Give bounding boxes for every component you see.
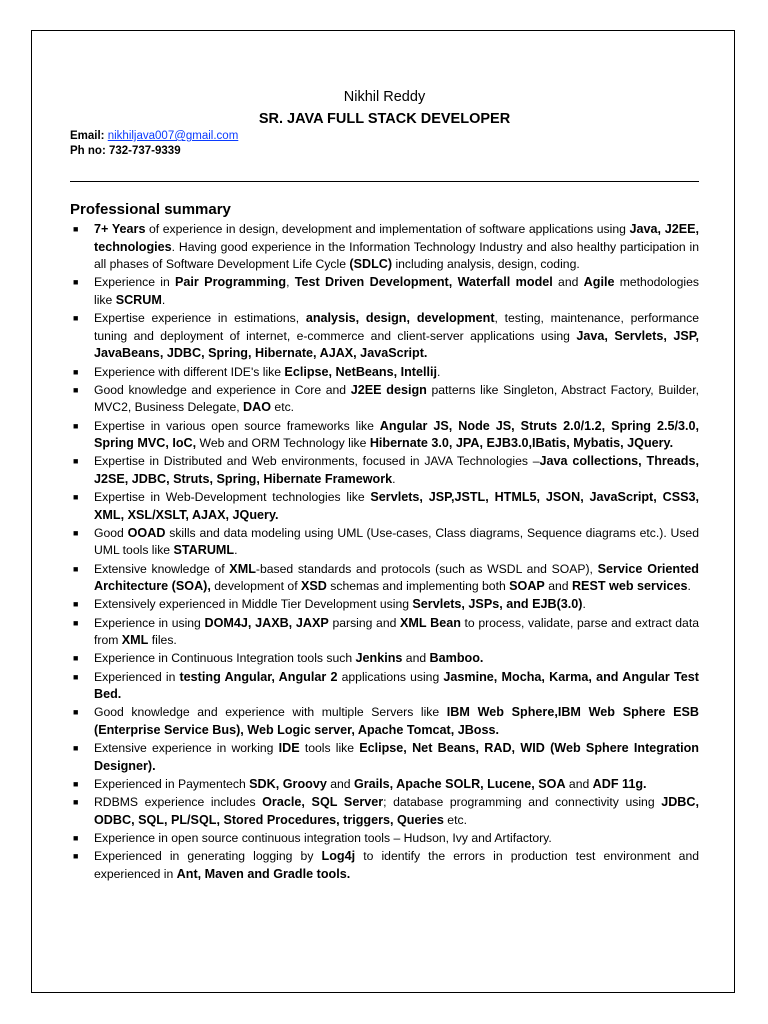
bold-text: Eclipse, NetBeans, Intellij [284,364,437,379]
summary-item [70,489,699,524]
bullet-icon: ■ [73,492,79,503]
text: and [326,776,354,791]
bold-text: DAO [243,400,272,415]
bold-text: Servlets, JSP,JSTL, HTML5, JSON, JavaScript, CSS3, XML, XSL/XSLT, AJAX, JQuery. [94,490,699,522]
bold-text: Agile [583,275,615,290]
text: development of [210,579,301,594]
bullet-icon: ■ [73,563,79,574]
summary-item [70,740,699,775]
candidate-name: Nikhil Reddy [343,89,426,105]
job-title: SR. JAVA FULL STACK DEVELOPER [258,111,511,127]
summary-item [70,561,699,596]
text: and [402,651,430,666]
text: Web and ORM Technology like [196,436,370,451]
bullet-icon: ■ [73,653,79,664]
text: Experience in open source continuous integration tools – Hudson, Ivy and Artifactory. [94,830,552,845]
bold-text: DOM4J, JAXB, JAXP [204,615,329,630]
text: . Having good experience in the Information Technology Industry and also healthy participation in all phases of Software Development Life Cycle [94,239,699,272]
bullet-icon: ■ [73,797,79,808]
bullet-icon: ■ [73,456,79,467]
bold-text: analysis, design, development [305,311,495,326]
text: of experience in design, development and implementation of software applications using [145,222,630,236]
bold-text: IDE [278,741,300,756]
bold-text: Angular JS, Node JS, Struts 2.0/1.2, Spring 2.5/3.0, Spring MVC, IoC, [94,418,699,451]
text: RDBMS experience includes [94,795,263,810]
text: Experienced in generating logging by [94,849,322,864]
header-divider [70,181,699,182]
bold-text: testing Angular, Angular 2 [179,669,338,684]
bullet-icon: ■ [73,832,79,843]
text: . [392,471,396,486]
summary-item [70,830,699,848]
bold-text: Java, J2EE, technologies [94,222,699,254]
text: tools like [299,741,360,756]
bold-text: REST web services [571,579,688,594]
bold-text: Eclipse, Net Beans, RAD, WID (Web Sphere Integration Designer). [94,741,699,773]
summary-item [70,848,699,883]
bullet-icon: ■ [73,851,79,862]
summary-item [70,310,699,363]
bold-text: STARUML [173,543,235,558]
text: parsing and [328,615,401,630]
text: . [582,597,586,612]
text: ; database programming and connectivity using [383,795,662,810]
text: Experienced in [94,669,180,684]
bullet-icon: ■ [73,599,79,610]
section-title: Professional summary [70,201,231,218]
bold-text: Java collections, Threads, J2SE, JDBC, Struts, Spring, Hibernate Framework [94,454,699,486]
bold-text: Bamboo. [429,651,484,666]
bold-text: Hibernate 3.0, JPA, EJB3.0,IBatis, Mybatis, JQuery. [369,436,674,451]
summary-item [70,615,699,650]
bold-text: 7+ Years [94,222,146,236]
bullet-icon: ■ [73,527,79,538]
bold-text: Ant, Maven and Gradle tools. [176,866,351,881]
text: , [286,275,295,290]
text: . [234,543,238,558]
text: and [552,275,584,290]
text: methodologies like [94,275,699,307]
summary-item [70,525,699,560]
summary-list [70,221,699,884]
phone-number: 732-737-9339 [108,145,181,157]
bold-text: Grails, Apache SOLR, Lucene, SOA [353,776,566,791]
text: Expertise in various open source frameworks like [94,418,380,433]
bullet-icon: ■ [73,671,79,682]
bullet-icon: ■ [73,313,79,324]
text: Good [94,525,128,540]
bold-text: SOAP [509,579,545,594]
bold-text: XML [229,561,256,576]
summary-item [70,221,699,274]
text: applications using [337,669,444,684]
text: Experienced in Paymentech [94,776,250,791]
email-label: Email: [70,130,108,142]
bullet-icon: ■ [73,224,79,234]
bold-text: Pair Programming [175,275,287,290]
bold-text: Log4j [321,849,356,864]
summary-item [70,596,699,614]
bold-text: J2EE design [350,382,427,397]
bold-text: SDK, Groovy [249,776,327,791]
bold-text: SCRUM [115,292,162,307]
bold-text: Jenkins [355,651,403,666]
text: -based standards and protocols (such as WSDL and SOAP), [255,561,598,576]
text: etc. [271,400,295,415]
phone-line [70,145,181,157]
summary-item [70,418,699,453]
bullet-icon: ■ [73,366,79,377]
text: to process, validate, parse and extract data from [94,615,699,648]
text: Extensive experience in working [94,741,279,756]
text: schemas and implementing both [326,579,510,594]
summary-item [70,794,699,829]
text: skills and data modeling using UML (Use-cases, Class diagrams, Sequence diagrams etc.). Used UML tools like [94,525,699,558]
bullet-icon: ■ [73,617,79,628]
bullet-icon: ■ [73,743,79,754]
bold-text: Jasmine, Mocha, Karma, and Angular Test Bed. [94,669,699,702]
text: Experience in Continuous Integration tools such [94,651,356,666]
bullet-icon: ■ [73,384,79,395]
phone-label: Ph no: [70,145,109,157]
text: Experience with different IDE's like [94,364,285,379]
bold-text: Service Oriented Architecture (SOA), [94,561,699,594]
email-link[interactable]: nikhiljava007@gmail.com [107,130,239,142]
text: and [544,579,572,594]
text: Good knowledge and experience with multiple Servers like [94,705,447,720]
text: Expertise in Web-Development technologies like [94,490,371,505]
text: . [687,579,691,594]
summary-item [70,669,699,704]
text: and [565,776,593,791]
text: Expertise experience in estimations, [94,311,306,326]
bullet-icon: ■ [73,277,79,288]
summary-item [70,704,699,739]
bold-text: JDBC, ODBC, SQL, PL/SQL, Stored Procedures, triggers, Queries [94,795,699,827]
text: . [161,292,166,307]
text: Extensive knowledge of [94,561,230,576]
summary-item [70,382,699,417]
text: Good knowledge and experience in Core and [94,382,351,397]
bold-text: ADF 11g. [592,776,647,791]
summary-item [70,650,699,668]
bold-text: (SDLC) [349,257,393,272]
text: including analysis, design, coding. [392,257,580,272]
bold-text: XML [121,633,149,648]
bullet-icon: ■ [73,420,79,431]
text: , testing, maintenance, performance tuning and deployment of internet, e-commerce and client-server applications using [94,311,699,343]
bullet-icon: ■ [73,707,79,718]
email-line [70,130,238,142]
bold-text: XML Bean [400,615,461,630]
summary-item [70,776,699,794]
bold-text: OOAD [127,525,166,540]
summary-item [70,274,699,309]
bold-text: Test Driven Development, Waterfall model [294,275,553,290]
text: patterns like Singleton, Abstract Factory, Builder, MVC2, Business Delegate, [94,382,699,415]
bold-text: Servlets, JSPs, and EJB(3.0) [412,597,583,612]
text: Experience in [94,275,175,290]
summary-item [70,453,699,488]
summary-item [70,364,699,382]
text: Extensively experienced in Middle Tier Development using [94,597,413,612]
text: files. [148,633,177,648]
bold-text: Java, Servlets, JSP, JavaBeans, JDBC, Spring, Hibernate, AJAX, JavaScript. [94,328,700,361]
text: Expertise in Distributed and Web environments, focused in JAVA Technologies – [94,454,540,469]
text: to identify the errors in production test environment and experienced in [94,849,699,881]
resume-page [31,30,735,993]
bold-text: Oracle, SQL Server [262,795,384,810]
text: etc. [443,812,467,827]
bold-text: XSD [300,579,327,594]
text: . [437,364,441,379]
text: Experience in using [94,615,205,630]
bullet-icon: ■ [73,778,79,789]
bold-text: IBM Web Sphere,IBM Web Sphere ESB (Enterprise Service Bus), Web Logic server, Apache Tomcat, JBoss. [94,705,699,737]
